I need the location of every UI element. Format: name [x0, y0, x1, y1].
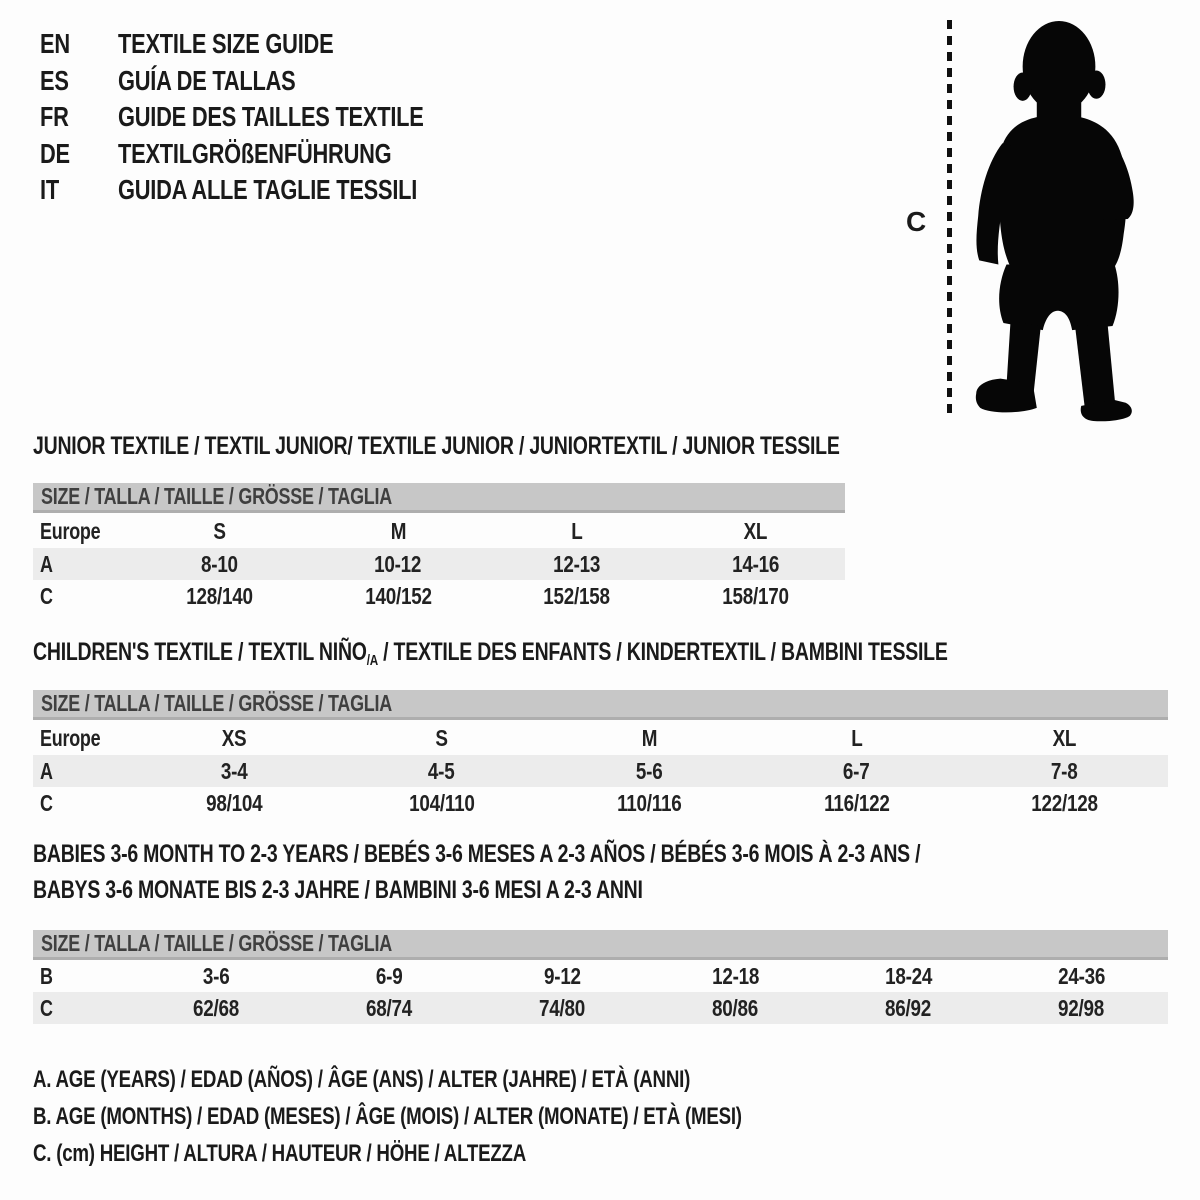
table-cell: 122/128	[1030, 789, 1098, 816]
legend-line-c: C. (cm) HEIGHT / ALTURA / HAUTEUR / HÖHE / ALTEZZA	[33, 1140, 527, 1167]
table-cell: 7-8	[1050, 757, 1078, 784]
babies-section-title-line1: BABIES 3-6 MONTH TO 2-3 YEARS / BEBÉS 3-6 MESES A 2-3 AÑOS / BÉBÉS 3-6 MOIS À 2-3 ANS /	[33, 840, 921, 868]
column-header-europe: Europe	[40, 725, 101, 751]
row-label-b: B	[40, 962, 53, 989]
babies-row-c	[33, 992, 1168, 1024]
junior-size-header-bar: SIZE / TALLA / TAILLE / GRÖSSE / TAGLIA	[33, 483, 845, 513]
language-code: EN	[40, 28, 70, 60]
children-row-c	[33, 787, 1168, 819]
table-cell: 104/110	[408, 789, 475, 816]
measure-label-c: C	[906, 206, 927, 237]
table-cell: 6-9	[376, 962, 403, 989]
table-cell: 74/80	[539, 994, 586, 1021]
column-header-size: M	[641, 725, 657, 751]
language-row-fr	[40, 99, 510, 136]
table-cell: 110/116	[616, 789, 682, 816]
table-cell: 80/86	[712, 994, 759, 1021]
table-cell: 92/98	[1058, 994, 1105, 1021]
table-cell: 98/104	[205, 789, 262, 816]
column-header-size: L	[850, 725, 863, 751]
table-cell: 9-12	[544, 962, 581, 989]
language-label: GUÍA DE TALLAS	[118, 64, 296, 96]
table-cell: 12-13	[553, 550, 601, 577]
column-header-size: S	[213, 518, 226, 544]
column-header-size: M	[390, 518, 406, 544]
column-header-size: S	[435, 725, 448, 751]
babies-size-header-bar: SIZE / TALLA / TAILLE / GRÖSSE / TAGLIA	[33, 930, 1168, 960]
table-cell: 8-10	[200, 550, 238, 577]
language-row-es	[40, 63, 510, 100]
language-label: TEXTILGRÖßENFÜHRUNG	[118, 137, 392, 169]
language-label: GUIDE DES TAILLES TEXTILE	[118, 101, 424, 133]
table-cell: 158/170	[722, 582, 789, 609]
table-cell: 3-6	[203, 962, 230, 989]
language-row-en	[40, 26, 510, 63]
row-label-a: A	[40, 757, 53, 784]
children-section-title: CHILDREN'S TEXTILE / TEXTIL $NIÑO_{/A}$ / TEXTILE DES ENFANTS / KINDERTEXTIL / BAMBINI TESSILE	[33, 638, 948, 669]
column-header-size: XS	[221, 725, 247, 751]
table-cell: 62/68	[193, 994, 240, 1021]
table-cell: 152/158	[543, 582, 611, 609]
table-cell: 128/140	[186, 582, 253, 609]
table-cell: 14-16	[732, 550, 780, 577]
table-cell: 10-12	[374, 550, 422, 577]
language-code: FR	[40, 101, 69, 133]
table-cell: 12-18	[711, 962, 759, 989]
children-row-a	[33, 755, 1168, 787]
children-size-header-bar: SIZE / TALLA / TAILLE / GRÖSSE / TAGLIA	[33, 690, 1168, 720]
baby-silhouette	[972, 18, 1144, 422]
language-header	[40, 26, 510, 209]
language-row-de	[40, 136, 510, 173]
table-cell: 18-24	[884, 962, 932, 989]
junior-section-title: JUNIOR TEXTILE / TEXTIL JUNIOR/ TEXTILE JUNIOR / JUNIORTEXTIL / JUNIOR TESSILE	[33, 432, 840, 460]
junior-column-header-row	[33, 515, 845, 548]
row-label-c: C	[40, 789, 53, 816]
table-cell: 5-6	[635, 757, 663, 784]
babies-section-title-line2: BABYS 3-6 MONATE BIS 2-3 JAHRE / BAMBINI 3-6 MESI A 2-3 ANNI	[33, 876, 643, 904]
column-header-size: XL	[1052, 725, 1077, 751]
column-header-europe: Europe	[40, 518, 101, 544]
language-row-it	[40, 172, 510, 209]
row-label-c: C	[40, 582, 53, 609]
language-label: GUIDA ALLE TAGLIE TESSILI	[118, 174, 418, 206]
height-measure-dashed-line	[947, 20, 952, 418]
table-cell: 3-4	[220, 757, 248, 784]
table-cell: 24-36	[1057, 962, 1105, 989]
column-header-size: L	[571, 518, 583, 544]
table-cell: 68/74	[366, 994, 413, 1021]
language-label: TEXTILE SIZE GUIDE	[118, 28, 334, 60]
column-header-size: XL	[743, 518, 768, 544]
row-label-a: A	[40, 550, 53, 577]
language-code: IT	[40, 174, 59, 206]
table-cell: 116/122	[823, 789, 890, 816]
table-cell: 4-5	[428, 757, 455, 784]
babies-row-b	[33, 960, 1168, 992]
legend-line-b: B. AGE (MONTHS) / EDAD (MESES) / ÂGE (MOIS) / ALTER (MONATE) / ETÀ (MESI)	[33, 1103, 742, 1130]
junior-row-a	[33, 548, 845, 580]
language-code: DE	[40, 137, 70, 169]
table-cell: 6-7	[843, 757, 870, 784]
language-code: ES	[40, 64, 69, 96]
legend-line-a: A. AGE (YEARS) / EDAD (AÑOS) / ÂGE (ANS) / ALTER (JAHRE) / ETÀ (ANNI)	[33, 1066, 691, 1093]
children-column-header-row	[33, 722, 1168, 755]
table-cell: 86/92	[885, 994, 932, 1021]
table-cell: 140/152	[364, 582, 432, 609]
nino-a-subscript: /A	[366, 652, 378, 669]
row-label-c: C	[40, 994, 53, 1021]
junior-row-c	[33, 580, 845, 612]
